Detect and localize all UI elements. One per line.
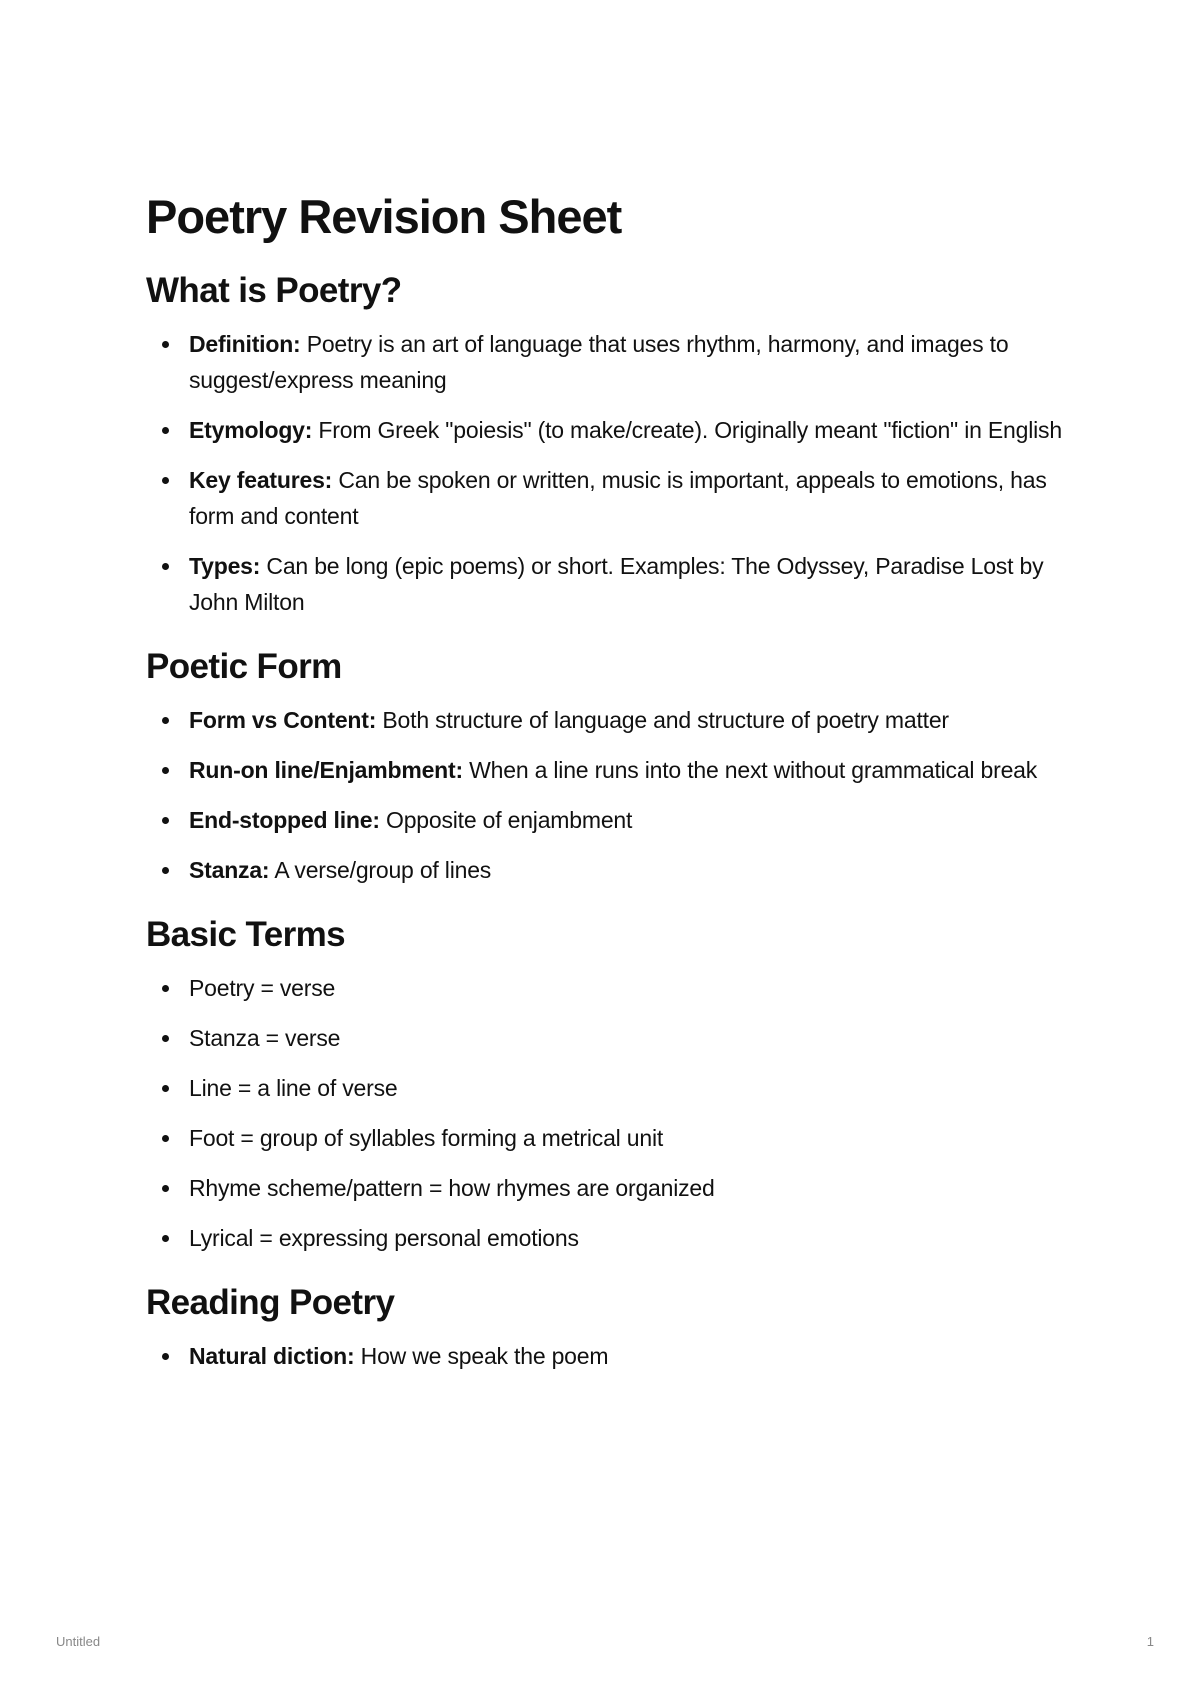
section-list-what-is-poetry (146, 326, 1076, 620)
list-item (146, 1120, 1076, 1156)
list-item (146, 752, 1076, 788)
list-item-text: Opposite of enjambment (379, 807, 633, 834)
list-item-text: When a line runs into the next without grammatical break (462, 757, 1038, 784)
list-item-text: Line = a line of verse (189, 1075, 398, 1102)
list-item (146, 1220, 1076, 1256)
list-item (146, 462, 1076, 534)
list-item (146, 852, 1076, 888)
list-item-term: Run-on line/Enjambment: (189, 757, 463, 784)
list-item (146, 1338, 1076, 1374)
list-item-text: Rhyme scheme/pattern = how rhymes are organized (189, 1175, 715, 1202)
list-item (146, 1020, 1076, 1056)
list-item (146, 326, 1076, 398)
list-item-term: Etymology: (189, 417, 313, 444)
list-item-text: Lyrical = expressing personal emotions (189, 1225, 579, 1252)
list-item-text: Can be long (epic poems) or short. Examples: The Odyssey, Paradise Lost by John Milton (189, 553, 1044, 616)
list-item (146, 702, 1076, 738)
list-item (146, 802, 1076, 838)
list-item-term: Natural diction: (189, 1343, 355, 1370)
list-item-text: Poetry = verse (189, 975, 336, 1002)
list-item-text: Stanza = verse (189, 1025, 341, 1052)
section-heading-basic-terms: Basic Terms (146, 915, 345, 955)
list-item-text: Foot = group of syllables forming a metrical unit (189, 1125, 664, 1152)
list-item-text: Poetry is an art of language that uses rhythm, harmony, and images to suggest/express meaning (189, 331, 1009, 394)
list-item-term: Types: (189, 553, 261, 580)
list-item (146, 412, 1076, 448)
list-item-term: Key features: (189, 467, 333, 494)
list-item-term: End-stopped line: (189, 807, 380, 834)
section-heading-poetic-form: Poetic Form (146, 647, 342, 687)
document-page (146, 190, 1076, 1400)
section-heading-reading-poetry: Reading Poetry (146, 1283, 395, 1323)
list-item-term: Definition: (189, 331, 301, 358)
section-list-poetic-form (146, 702, 1076, 888)
list-item-text: A verse/group of lines (269, 857, 492, 884)
section-list-reading-poetry (146, 1338, 1076, 1374)
list-item-text: Both structure of language and structure of poetry matter (376, 707, 949, 734)
footer-page-number: 1 (1146, 1634, 1154, 1649)
section-list-basic-terms (146, 970, 1076, 1256)
list-item-term: Form vs Content: (189, 707, 377, 734)
list-item-text: Can be spoken or written, music is important, appeals to emotions, has form and content (189, 467, 1047, 530)
list-item (146, 1070, 1076, 1106)
list-item-text: From Greek "poiesis" (to make/create). Originally meant "fiction" in English (312, 417, 1062, 444)
footer-document-name: Untitled (56, 1634, 101, 1649)
page-title: Poetry Revision Sheet (146, 190, 622, 243)
list-item-term: Stanza: (189, 857, 270, 884)
list-item (146, 548, 1076, 620)
list-item (146, 970, 1076, 1006)
list-item (146, 1170, 1076, 1206)
list-item-text: How we speak the poem (354, 1343, 609, 1370)
section-heading-what-is-poetry: What is Poetry? (146, 271, 402, 311)
